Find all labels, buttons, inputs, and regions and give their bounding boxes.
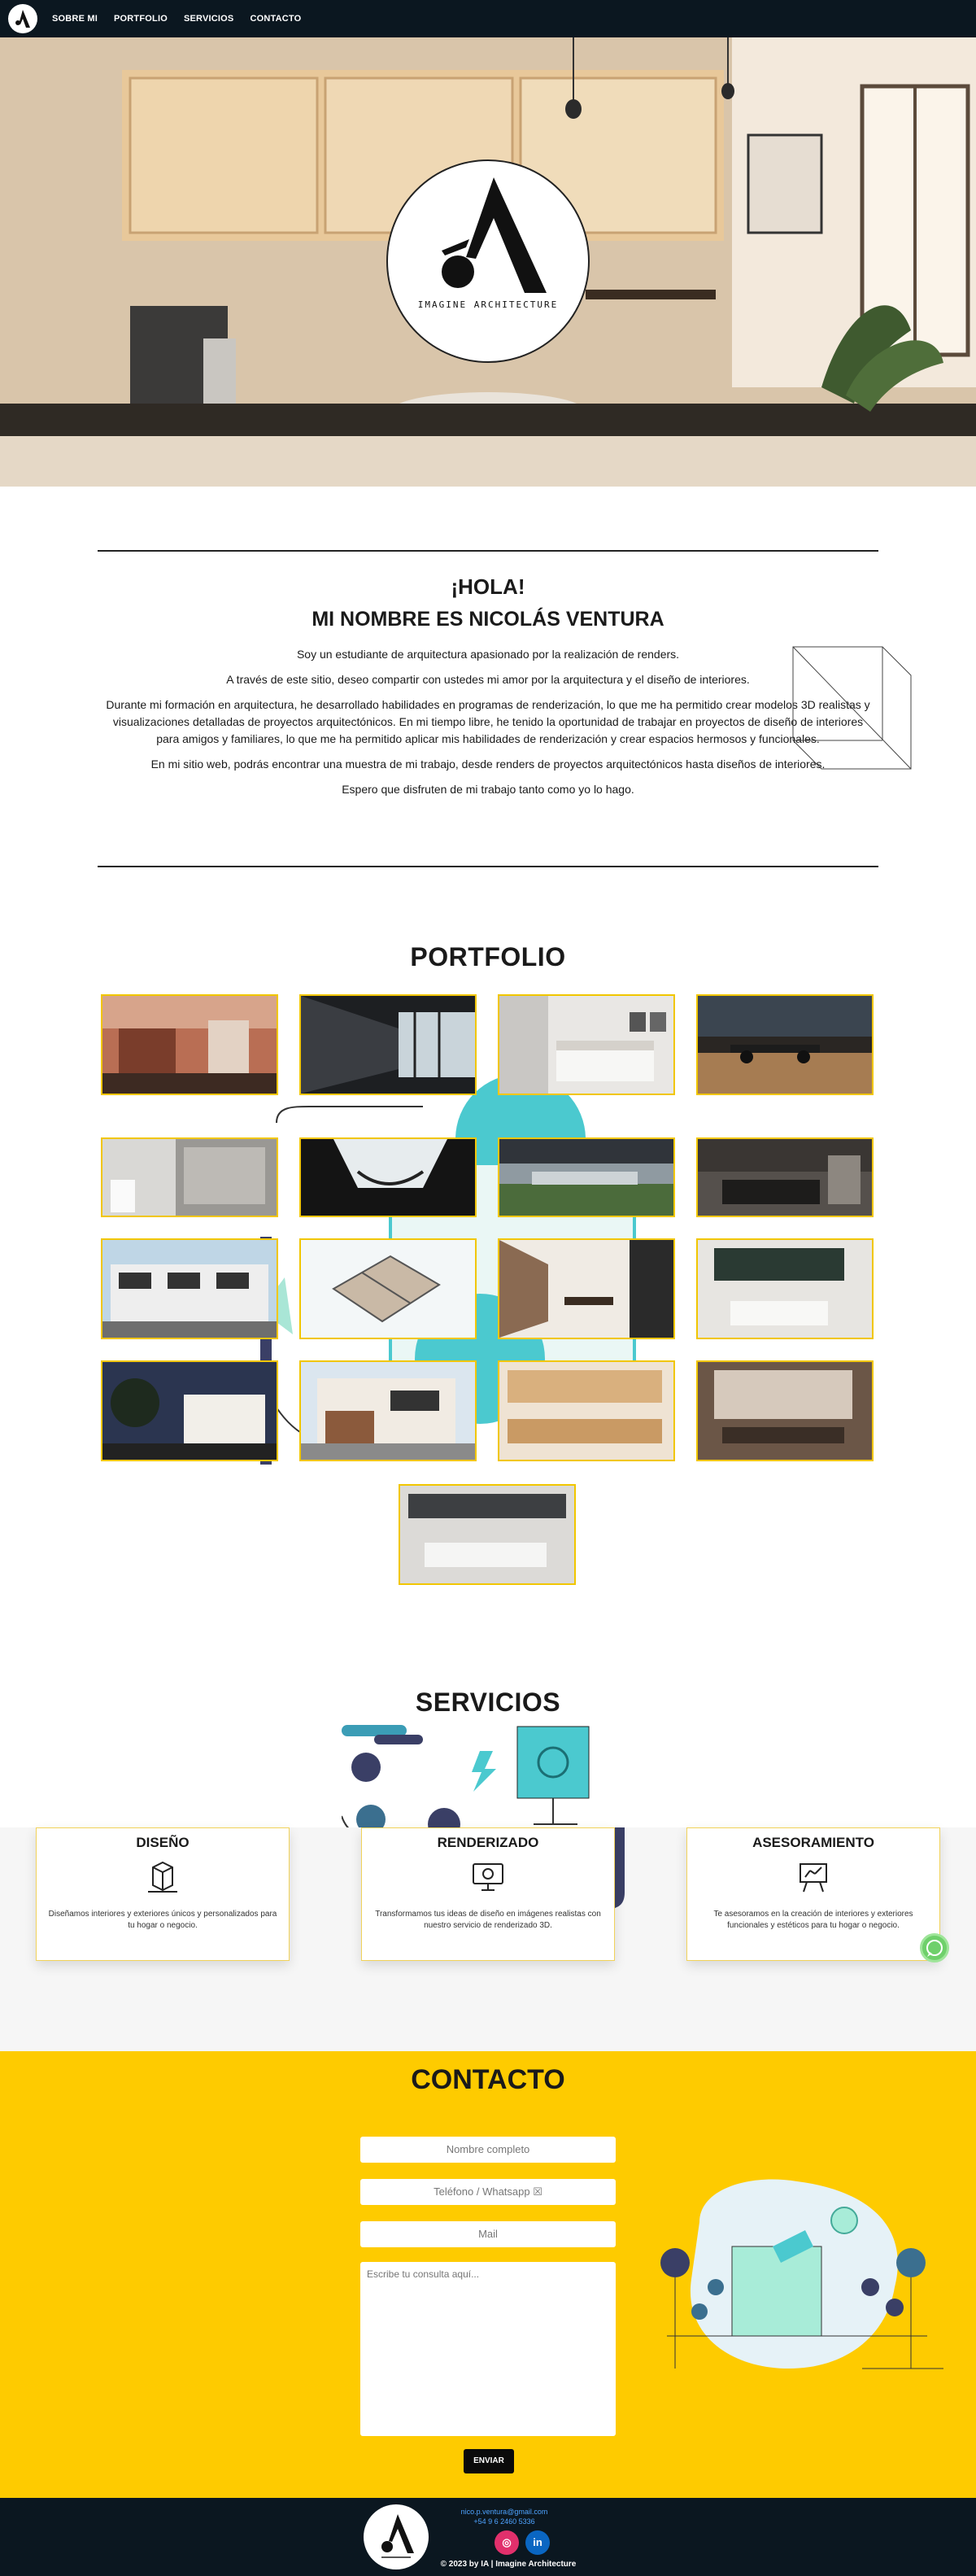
footer-copyright: © 2023 by IA | Imagine Architecture [440,2560,577,2569]
portfolio-image[interactable] [696,1137,874,1217]
portfolio-image[interactable] [498,1137,675,1217]
service-text: Te asesoramos en la creación de interiores y exteriores funcionales y estéticos para tu hogar o negocio. [713,1910,913,1930]
whatsapp-button[interactable] [920,1933,949,1963]
about-paragraph: En mi sitio web, podrás encontrar una muestra de mi trabajo, desde renders de proyectos arquitectónicos hasta diseños de interiores. [150,758,826,771]
phone-input[interactable]: Teléfono / Whatsapp ☒ [360,2179,616,2205]
email-input[interactable]: Mail [360,2221,616,2247]
name-input[interactable]: Nombre completo [360,2137,616,2163]
hero-logo [386,159,590,363]
about-paragraph: A través de este sitio, deseo compartir con ustedes mi amor por la arquitectura y el diseño de interiores. [226,673,750,686]
portfolio-image[interactable] [101,1238,278,1339]
building-icon [145,1859,181,1895]
about-section [98,550,878,867]
portfolio-image[interactable] [498,1360,675,1461]
portfolio-image[interactable] [696,1238,874,1339]
instagram-icon[interactable]: ◎ [495,2530,519,2555]
linkedin-icon[interactable]: in [525,2530,550,2555]
footer [0,2498,976,2576]
monitor-icon [470,1859,506,1895]
cube-outline-decoration [789,643,919,773]
nav-item-portfolio[interactable]: PORTFOLIO [114,14,168,24]
about-paragraph: Durante mi formación en arquitectura, he desarrollado habilidades en programas de renderización, lo que me ha permitido crear modelos 3D realistas y visualizaciones detalladas de proyectos arquitectónicos. En mi tiempo libre, he tenido la oportunidad de trabajar en proyectos de diseño de interiores para amigos y familiares, lo que me ha permitido aplicar mis habilidades de renderización y crear espacios hermosos y funcionales. [106,698,870,745]
service-card-diseno[interactable] [36,1827,290,1961]
contact-illustration [651,2173,943,2417]
about-name: MI NOMBRE ES NICOLÁS VENTURA [312,608,664,631]
render-wood-kitchen [499,1362,673,1460]
portfolio-image[interactable] [101,1360,278,1461]
portfolio-image[interactable] [101,1137,278,1217]
render-courtyard [499,1139,673,1216]
service-title: DISEÑO [136,1835,190,1850]
render-hallway-dining [499,1240,673,1338]
render-lounge [698,1362,872,1460]
render-night-house [102,1362,277,1460]
logo-a-icon [388,161,588,299]
hero-banner [0,37,976,487]
render-hammock-view [301,1139,475,1216]
portfolio-image[interactable] [696,1360,874,1461]
nav-item-contacto[interactable]: CONTACTO [250,14,302,24]
service-text: Diseñamos interiores y exteriores únicos y personalizados para tu hogar o negocio. [48,1910,277,1930]
render-dining-room [698,996,872,1094]
nav-item-sobre-mi[interactable]: SOBRE MI [52,14,98,24]
render-living-room [698,1139,872,1216]
top-nav [0,0,976,37]
portfolio-image[interactable] [498,1238,675,1339]
render-house-exterior [301,1362,475,1460]
service-text: Transformamos tus ideas de diseño en imágenes realistas con nuestro servicio de renderizado 3D. [375,1910,601,1930]
footer-logo[interactable] [364,2504,429,2569]
portfolio-image[interactable] [101,994,278,1095]
portfolio-image[interactable] [299,1238,477,1339]
service-title: RENDERIZADO [437,1835,539,1850]
render-floor-plan-3d [301,1240,475,1338]
portfolio-image[interactable] [399,1484,576,1585]
whatsapp-icon [922,1936,947,1960]
nav-item-servicios[interactable]: SERVICIOS [183,14,234,24]
render-gray-kitchen [400,1486,574,1583]
about-greeting: ¡HOLA! [451,574,525,599]
render-bathroom [102,1139,277,1216]
presentation-board-icon [795,1859,831,1895]
services-illustration [342,1718,634,1840]
render-modern-kitchen [698,1240,872,1338]
message-textarea[interactable]: Escribe tu consulta aquí... [360,2262,616,2436]
logo-text: IMAGINE ARCHITECTURE [417,299,559,310]
send-button[interactable]: ENVIAR [464,2449,514,2473]
portfolio-image[interactable] [299,994,477,1095]
service-card-asesoramiento[interactable] [686,1827,940,1961]
logo-a-icon [364,2504,429,2569]
portfolio-image[interactable] [299,1137,477,1217]
service-card-renderizado[interactable] [361,1827,615,1961]
render-interior-kitchen [102,996,277,1094]
portfolio-image[interactable] [498,994,675,1095]
portfolio-title: PORTFOLIO [410,942,566,971]
about-paragraph: Soy un estudiante de arquitectura apasionado por la realización de renders. [296,648,680,661]
about-paragraph: Espero que disfruten de mi trabajo tanto como yo lo hago. [342,783,634,796]
contact-title: CONTACTO [411,2064,565,2095]
render-bedroom [499,996,673,1094]
render-facade-townhouses [102,1240,277,1338]
service-title: ASESORAMIENTO [752,1835,874,1850]
portfolio-image[interactable] [299,1360,477,1461]
portfolio-image[interactable] [696,994,874,1095]
footer-email[interactable]: nico.p.ventura@gmail.com [460,2508,548,2516]
render-dark-corridor [301,996,475,1094]
services-title: SERVICIOS [415,1687,561,1717]
nav-logo[interactable] [8,4,37,33]
logo-a-icon [12,8,33,29]
footer-phone[interactable]: +54 9 6 2460 5336 [473,2517,535,2526]
